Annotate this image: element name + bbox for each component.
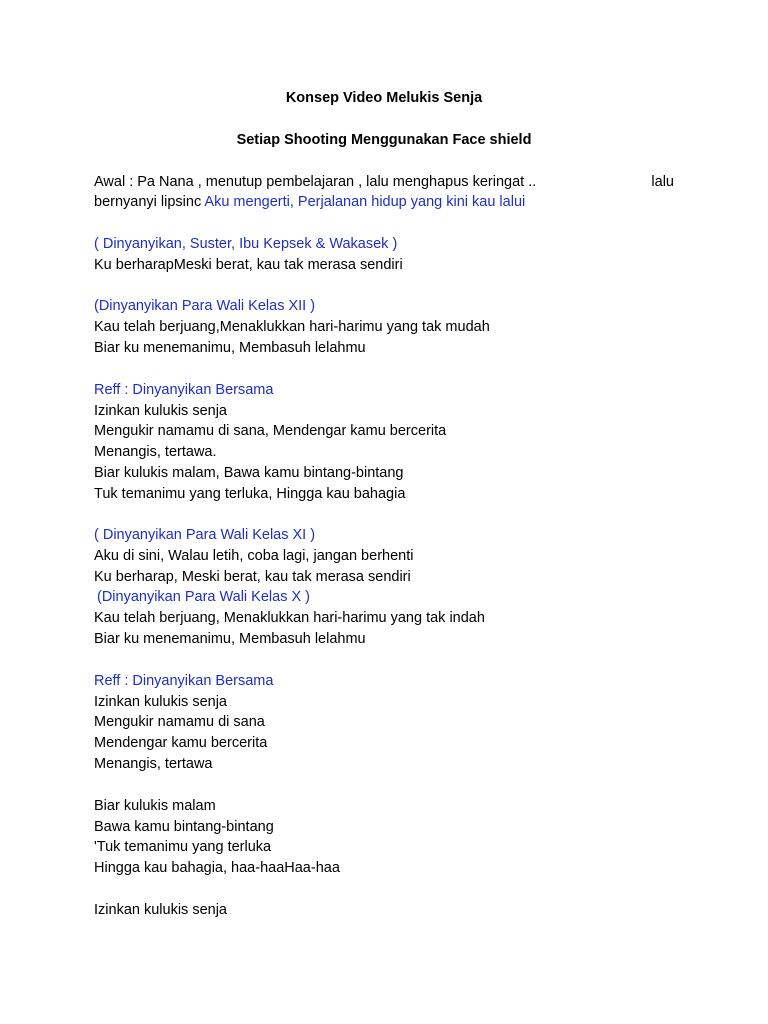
section-heading: (Dinyanyikan Para Wali Kelas X ) xyxy=(97,589,311,605)
lyric-line: Menangis, tertawa. xyxy=(94,444,217,460)
doc-subtitle: Setiap Shooting Menggunakan Face shield xyxy=(236,132,532,148)
lyric-line: 'Tuk temanimu yang terluka xyxy=(94,839,272,855)
section-heading: (Dinyanyikan Para Wali Kelas XII ) xyxy=(94,298,316,314)
section-heading: Reff : Dinyanyikan Bersama xyxy=(94,673,274,689)
lyric-line: Ku berharap, Meski berat, kau tak merasa sendiri xyxy=(94,569,411,585)
lyric-line: Mengukir namamu di sana, Mendengar kamu bercerita xyxy=(94,423,447,439)
intro-line-1-text: Awal : Pa Nana , menutup pembelajaran , lalu menghapus keringat .. xyxy=(94,174,537,190)
intro-line-1-end: lalu xyxy=(651,174,674,190)
lyric-line: Izinkan kulukis senja xyxy=(94,902,227,918)
lyric-line: Izinkan kulukis senja xyxy=(94,694,227,710)
lyric-line: Biar ku menemanimu, Membasuh lelahmu xyxy=(94,631,366,647)
lyric-line: Ku berharapMeski berat, kau tak merasa sendiri xyxy=(94,257,403,273)
intro-line-1 xyxy=(94,172,674,192)
lyric-line: Kau telah berjuang, Menaklukkan hari-harimu yang tak indah xyxy=(94,610,485,626)
doc-title: Konsep Video Melukis Senja xyxy=(285,90,483,106)
lyric-line: Aku di sini, Walau letih, coba lagi, jangan berhenti xyxy=(94,548,414,564)
lyric-line: Hingga kau bahagia, haa-haaHaa-haa xyxy=(94,860,340,876)
lyric-line: Mendengar kamu bercerita xyxy=(94,735,268,751)
intro-line-2-text: bernyanyi lipsinc xyxy=(94,194,205,210)
lyric-line: Biar kulukis malam xyxy=(94,798,216,814)
lyric-line: Kau telah berjuang,Menaklukkan hari-harimu yang tak mudah xyxy=(94,319,490,335)
lyric-line: Menangis, tertawa xyxy=(94,756,213,772)
section-heading: ( Dinyanyikan Para Wali Kelas XI ) xyxy=(94,527,316,543)
lyric-line: Biar ku menemanimu, Membasuh lelahmu xyxy=(94,340,366,356)
intro-line-2 xyxy=(94,192,525,212)
intro-lyric: Aku mengerti, Perjalanan hidup yang kini kau lalui xyxy=(204,194,526,210)
lyric-line: Biar kulukis malam, Bawa kamu bintang-bintang xyxy=(94,465,404,481)
lyric-line: Izinkan kulukis senja xyxy=(94,403,227,419)
section-heading: Reff : Dinyanyikan Bersama xyxy=(94,382,274,398)
lyric-line: Tuk temanimu yang terluka, Hingga kau bahagia xyxy=(94,486,406,502)
lyric-line: Mengukir namamu di sana xyxy=(94,714,265,730)
lyric-line: Bawa kamu bintang-bintang xyxy=(94,819,274,835)
section-heading: ( Dinyanyikan, Suster, Ibu Kepsek & Wakasek ) xyxy=(94,236,398,252)
